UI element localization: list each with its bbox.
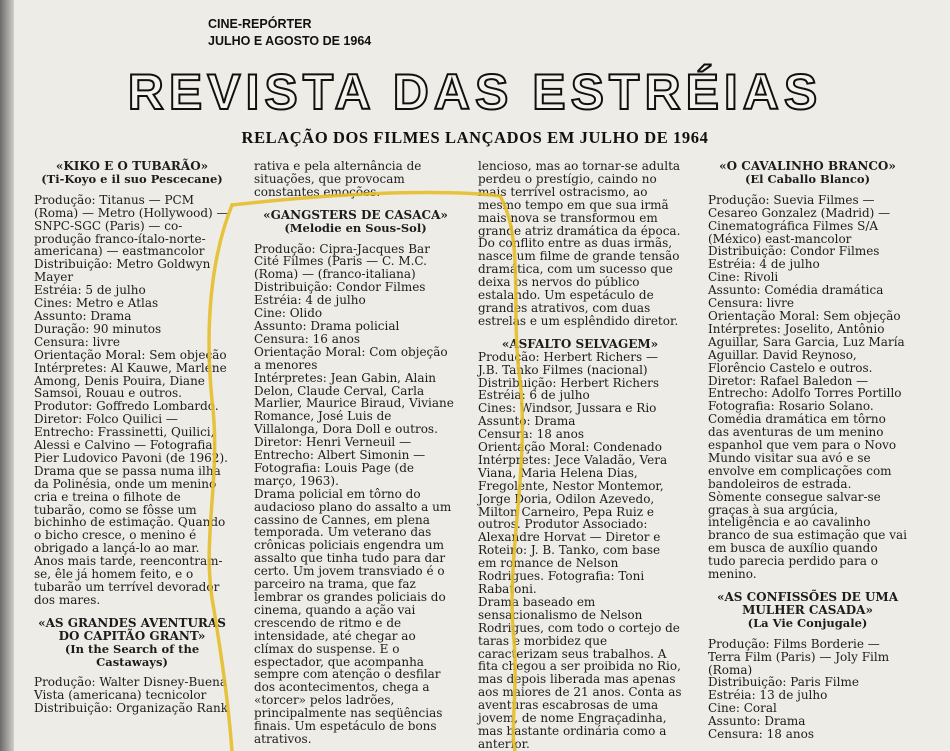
text-line: Orientação Moral: Condenado bbox=[478, 440, 662, 455]
text-line: Produção: Titanus — PCM (Roma) — Metro (Hollywood) — SNPC-SGC (Paris) — co-produção franco-ítalo-norte-americana) — eastmancolor bbox=[34, 192, 229, 259]
film-title: «GANGSTERS DE CASACA» bbox=[263, 207, 448, 222]
original-title: (La Vie Conjugale) bbox=[747, 615, 868, 630]
text-line: Cines: Metro e Atlas bbox=[34, 296, 159, 311]
text-line: Intérpretes: Jece Valadão, Vera Viana, Maria Helena Dias, Fregolente, Nestor Montemor, Jorge Doria, Odilon Azevedo, Milton Carneiro, Pepa Ruiz e outros. Produtor Associado: Alexandre Horvat — Diretor e Roteiro: J. B. Tanko, com base em romance de Nelson Rodrigues. Fotografia: Toni Rabatoni. bbox=[478, 452, 668, 596]
publication-name: CINE-REPÓRTER bbox=[208, 17, 312, 31]
film-title: «KIKO E O TUBARÃO» bbox=[55, 159, 209, 173]
film-title: «AS GRANDES AVENTURAS DO CAPITÃO GRANT» bbox=[38, 615, 226, 643]
text-line: Estréia: 4 de julho bbox=[708, 257, 820, 272]
text-line: Produção: Cipra-Jacques Bar Cité Filmes (Paris — C. M.C. (Roma) — (franco-italiana) bbox=[254, 241, 430, 282]
text-line: Distribuição: Herbert Richers bbox=[478, 375, 659, 390]
text-line: Distribuição: Organização Rank bbox=[34, 701, 229, 716]
film-title: «AS CONFISSÕES DE UMA MULHER CASADA» bbox=[716, 590, 899, 617]
text-column-4 bbox=[708, 160, 907, 741]
page-title: REVISTA DAS ESTRÉIAS bbox=[127, 64, 823, 120]
text-line: Orientação Moral: Sem objeção bbox=[708, 308, 901, 323]
text-line: rativa e pela alternância de situações, que provocam constantes emoções. bbox=[254, 159, 422, 199]
text-line: Intérpretes: Jean Gabin, Alain Delon, Claude Cerval, Carla Marlier, Maurice Biraud, Viviane Romance, José Luis de Villalonga, Dora Doll e outros. Diretor: Henri Verneuil — Entrecho: Albert Simonin — Fotografia: Louis Page (de março, 1963). bbox=[254, 370, 454, 488]
text-line: Intérpretes: Al Kauwe, Marlene Among, Denis Pouira, Diane Samsoi, Rouau e outros. Produtor: Goffredo Lombardo. Diretor: Folco Quilici — Entrecho: Frassinetti, Quilici, Alessi e Calvino — Fotografia: Pier Ludovico Pavoni (de 1962). bbox=[34, 360, 228, 465]
text-line: Drama baseado em sensacionalismo de Nelson Rodrigues, com todo o cortejo de taras e morbidez que caracterizam seus trabalhos. A fita chegou a ser proibida no Rio, mas depois liberada mas apenas aos maiores de 21 anos. Conta as aventuras escabrosas de uma jovem, de nome Engraçadinha, mas bastante ordinária como a anterior. bbox=[478, 594, 682, 751]
original-title: (El Caballo Blanco) bbox=[744, 171, 871, 186]
text-line: Distribuição: Condor Filmes bbox=[708, 244, 880, 259]
text-line: Estréia: 6 de julho bbox=[478, 388, 590, 403]
original-title: (Ti-Koyo e il suo Pescecane) bbox=[41, 171, 223, 186]
text-line: Cine: Rivoli bbox=[708, 270, 779, 285]
text-line: Produção: Walter Disney-Buena Vista (americana) tecnicolor bbox=[34, 675, 227, 703]
film-title: «O CAVALINHO BRANCO» bbox=[719, 159, 896, 173]
text-line: Distribuição: Condor Filmes bbox=[254, 280, 426, 295]
text-line: Comédia dramática em tôrno das aventuras de um menino espanhol que vem para o Novo Mundo visitar sua avó e se envolve em complicações com bandoleiros de estrada. Sòmente consegue salvar-se graças à sua argúcia, inteligência e ao cavalinho branco de sua estimação que vai em busca de auxílio quando tudo parecia perdido para o menino. bbox=[708, 412, 907, 582]
text-line: Censura: livre bbox=[708, 296, 794, 311]
text-line: Assunto: Drama bbox=[708, 714, 806, 729]
original-title: (Melodie en Sous-Sol) bbox=[284, 220, 427, 235]
text-line: Censura: 16 anos bbox=[254, 331, 360, 346]
text-line: Produção: Herbert Richers — J.B. Tanko Filmes (nacional) bbox=[478, 349, 658, 377]
text-line: Orientação Moral: Com objeção a menores bbox=[254, 344, 448, 372]
text-line: Censura: 18 anos bbox=[708, 727, 814, 742]
text-line: Produção: Films Borderie — Terra Film (Paris) — Joly Film (Roma) bbox=[708, 636, 890, 677]
publication-header bbox=[208, 16, 371, 50]
text-line: Estréia: 13 de julho bbox=[708, 688, 828, 703]
text-line: Cine: Coral bbox=[708, 701, 777, 716]
text-line: Assunto: Comédia dramática bbox=[708, 283, 884, 298]
text-column-3 bbox=[478, 160, 682, 751]
text-column-2 bbox=[254, 160, 457, 746]
text-line: Duração: 90 minutos bbox=[34, 321, 162, 336]
text-line: Orientação Moral: Sem objeção bbox=[34, 347, 227, 362]
page-subtitle: RELAÇÃO DOS FILMES LANÇADOS EM JULHO DE 1964 bbox=[241, 128, 709, 147]
text-line: Estréia: 5 de julho bbox=[34, 283, 146, 298]
text-column-1 bbox=[34, 160, 230, 715]
text-line: Estréia: 4 de julho bbox=[254, 293, 366, 308]
text-line: Distribuição: Paris Filme bbox=[708, 675, 859, 690]
text-line: Assunto: Drama bbox=[478, 414, 576, 429]
text-line: Assunto: Drama policial bbox=[254, 318, 400, 333]
text-line: Assunto: Drama bbox=[34, 308, 132, 323]
issue-date: JULHO E AGOSTO DE 1964 bbox=[208, 34, 372, 48]
text-line: Censura: 18 anos bbox=[478, 427, 584, 442]
film-title: «ASFALTO SELVAGEM» bbox=[501, 336, 659, 351]
text-line: Produção: Suevia Filmes — Cesareo Gonzalez (Madrid) — Cinematográfica Filmes S/A (México) east-mancolor bbox=[708, 192, 891, 246]
text-line: lencioso, mas ao tornar-se adulta perdeu o prestígio, caindo no mais terrível ostracismo, ao mesmo tempo em que sua irmã mais nova se transformou em grande atriz dramática da época. Do conflito entre as duas irmãs, nasce um filme de grande tensão dramática, com um sucesso que deixa os nervos do público estalando. Um espetáculo de grandes atrativos, com duas estrelas e um esplêndido diretor. bbox=[478, 159, 681, 328]
original-title: (In the Search of the Castaways) bbox=[64, 641, 200, 669]
text-line: Distribuição: Metro Goldwyn Mayer bbox=[34, 257, 211, 285]
text-line: Cines: Windsor, Jussara e Rio bbox=[478, 401, 657, 416]
text-line: Drama que se passa numa ilha da Polinésia, onde um menino cria e treina o filhote de tubarão, como se fôsse um bichinho de estimação. Quando o bicho cresce, o menino é obrigado a lançá-lo ao mar. Anos mais tarde, reencontram-se, êle já homem feito, e o tubarão um terrível devorador dos mares. bbox=[34, 463, 226, 607]
text-line: Drama policial em tôrno do audacioso plano do assalto a um cassino de Cannes, em plena temporada. Um veterano das crônicas policiais engendra um assalto que tinha tudo para dar certo. Um jovem transviado é o parceiro na trama, que faz lembrar os grandes policiais do cinema, quando a ação vai crescendo de ritmo e de intensidade, até chegar ao clímax do suspense. E o espectador, que acompanha sempre com atenção o desfilar dos acontecimentos, chega a «torcer» pelos ladrões, principalmente nas seqüências finais. Um espetáculo de bons atrativos. bbox=[254, 486, 452, 746]
text-line: Cine: Olido bbox=[254, 306, 323, 321]
text-line: Intérpretes: Joselito, Antônio Aguillar, Sara Garcia, Luz María Aguillar. David Reynoso, Florêncio Castelo e outros. Diretor: Rafael Baledon — Entrecho: Adolfo Torres Portillo Fotografia: Rosario Solano. bbox=[708, 321, 905, 414]
text-line: Censura: livre bbox=[34, 334, 120, 349]
